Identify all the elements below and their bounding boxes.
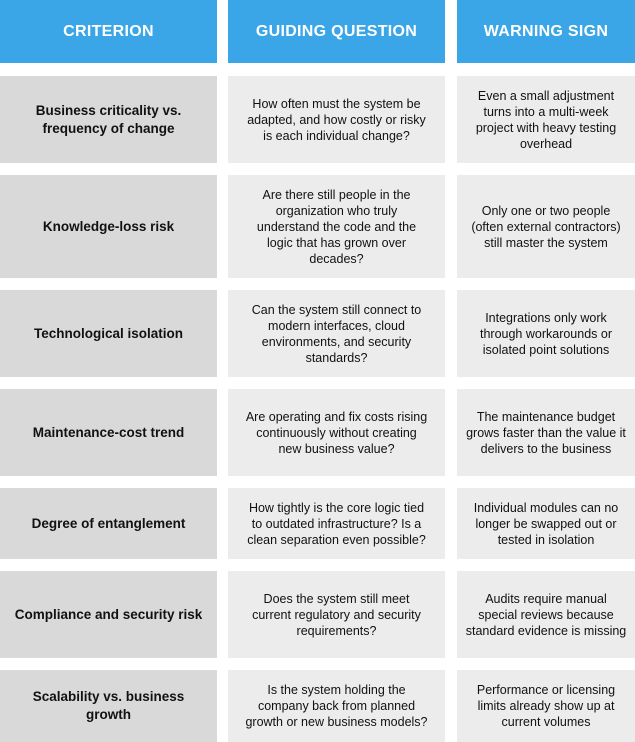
criterion-cell: Maintenance-cost trend	[0, 389, 217, 476]
warning-cell: Audits require manual special reviews because standard evidence is missing	[457, 571, 635, 658]
criterion-cell: Degree of entanglement	[0, 488, 217, 559]
criterion-cell: Compliance and security risk	[0, 571, 217, 658]
question-cell: How often must the system be adapted, and how costly or risky is each individual change?	[228, 76, 445, 163]
criterion-cell: Knowledge-loss risk	[0, 175, 217, 278]
question-cell: Can the system still connect to modern interfaces, cloud environments, and security standards?	[228, 290, 445, 377]
question-cell: Are operating and fix costs rising continuously without creating new business value?	[228, 389, 445, 476]
question-cell: Are there still people in the organization who truly understand the code and the logic that has grown over decades?	[228, 175, 445, 278]
warning-cell: Even a small adjustment turns into a multi-week project with heavy testing overhead	[457, 76, 635, 163]
criterion-cell: Scalability vs. business growth	[0, 670, 217, 742]
question-cell: Does the system still meet current regulatory and security requirements?	[228, 571, 445, 658]
warning-cell: Only one or two people (often external contractors) still master the system	[457, 175, 635, 278]
warning-cell: Integrations only work through workarounds or isolated point solutions	[457, 290, 635, 377]
criterion-cell: Technological isolation	[0, 290, 217, 377]
header-warning-sign: WARNING SIGN	[457, 0, 635, 63]
criterion-cell: Business criticality vs. frequency of change	[0, 76, 217, 163]
header-guiding-question: GUIDING QUESTION	[228, 0, 445, 63]
question-cell: Is the system holding the company back from planned growth or new business models?	[228, 670, 445, 742]
header-criterion: CRITERION	[0, 0, 217, 63]
warning-cell: Individual modules can no longer be swapped out or tested in isolation	[457, 488, 635, 559]
warning-cell: Performance or licensing limits already show up at current volumes	[457, 670, 635, 742]
question-cell: How tightly is the core logic tied to outdated infrastructure? Is a clean separation even possible?	[228, 488, 445, 559]
warning-cell: The maintenance budget grows faster than the value it delivers to the business	[457, 389, 635, 476]
